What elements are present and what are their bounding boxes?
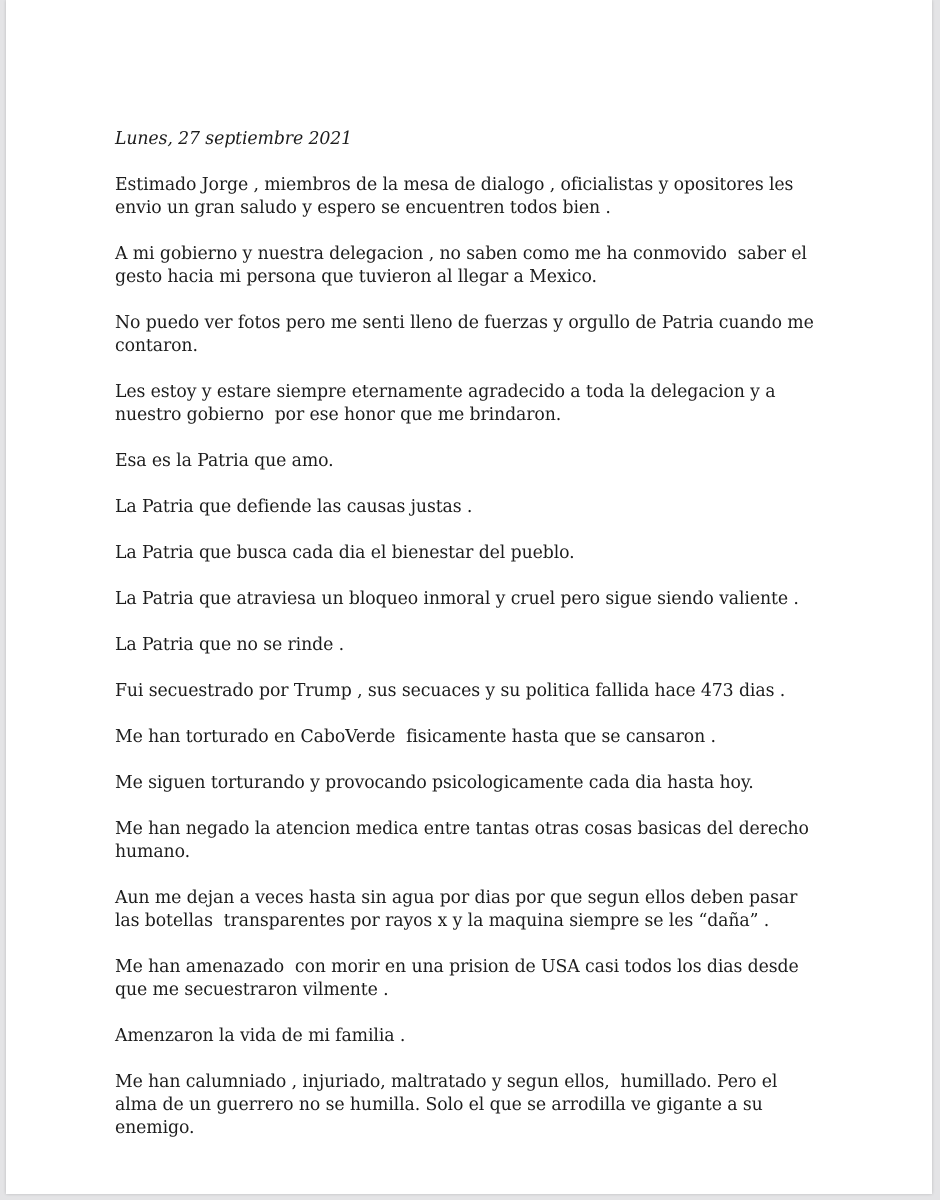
paragraph-kidnapped: Fui secuestrado por Trump , sus secuaces y su politica fallida hace 473 dias . [115, 681, 786, 701]
letter-page [6, 0, 932, 1194]
paragraph-patria-2: La Patria que defiende las causas justas . [115, 497, 473, 517]
paragraph-patria-4: La Patria que atraviesa un bloqueo inmoral y cruel pero sigue siendo valiente . [115, 589, 799, 609]
paragraph-delegation: A mi gobierno y nuestra delegacion , no saben como me ha conmovido saber el gesto hacia mi persona que tuvieron al llegar a Mexico. [115, 244, 813, 287]
paragraph-threatened: Me han amenazado con morir en una prision de USA casi todos los dias desde que me secuestraron vilmente . [115, 957, 805, 1000]
paragraph-greeting: Estimado Jorge , miembros de la mesa de dialogo , oficialistas y opositores les envio un gran saludo y espero se encuentren todos bien . [115, 175, 799, 218]
letter-date: Lunes, 27 septiembre 2021 [115, 129, 353, 149]
paragraph-photos: No puedo ver fotos pero me senti lleno de fuerzas y orgullo de Patria cuando me contaron. [115, 313, 820, 356]
paragraph-patria-1: Esa es la Patria que amo. [115, 451, 334, 471]
letter-body [115, 128, 820, 1163]
paragraph-patria-5: La Patria que no se rinde . [115, 635, 344, 655]
paragraph-tortured: Me han torturado en CaboVerde fisicamente hasta que se cansaron . [115, 727, 716, 747]
paragraph-medical: Me han negado la atencion medica entre tantas otras cosas basicas del derecho humano. [115, 819, 815, 862]
paragraph-water: Aun me dejan a veces hasta sin agua por dias por que segun ellos deben pasar las botellas transparentes por rayos x y la maquina siempre se les “daña” . [115, 888, 803, 931]
paragraph-psychological: Me siguen torturando y provocando psicologicamente cada dia hasta hoy. [115, 773, 754, 793]
paragraph-patria-3: La Patria que busca cada dia el bienestar del pueblo. [115, 543, 575, 563]
paragraph-warrior: Me han calumniado , injuriado, maltratado y segun ellos, humillado. Pero el alma de un guerrero no se humilla. Solo el que se arrodilla ve gigante a su enemigo. [115, 1072, 783, 1138]
paragraph-gratitude: Les estoy y estare siempre eternamente agradecido a toda la delegacion y a nuestro gobierno por ese honor que me brindaron. [115, 382, 781, 425]
paragraph-family: Amenzaron la vida de mi familia . [115, 1026, 406, 1046]
